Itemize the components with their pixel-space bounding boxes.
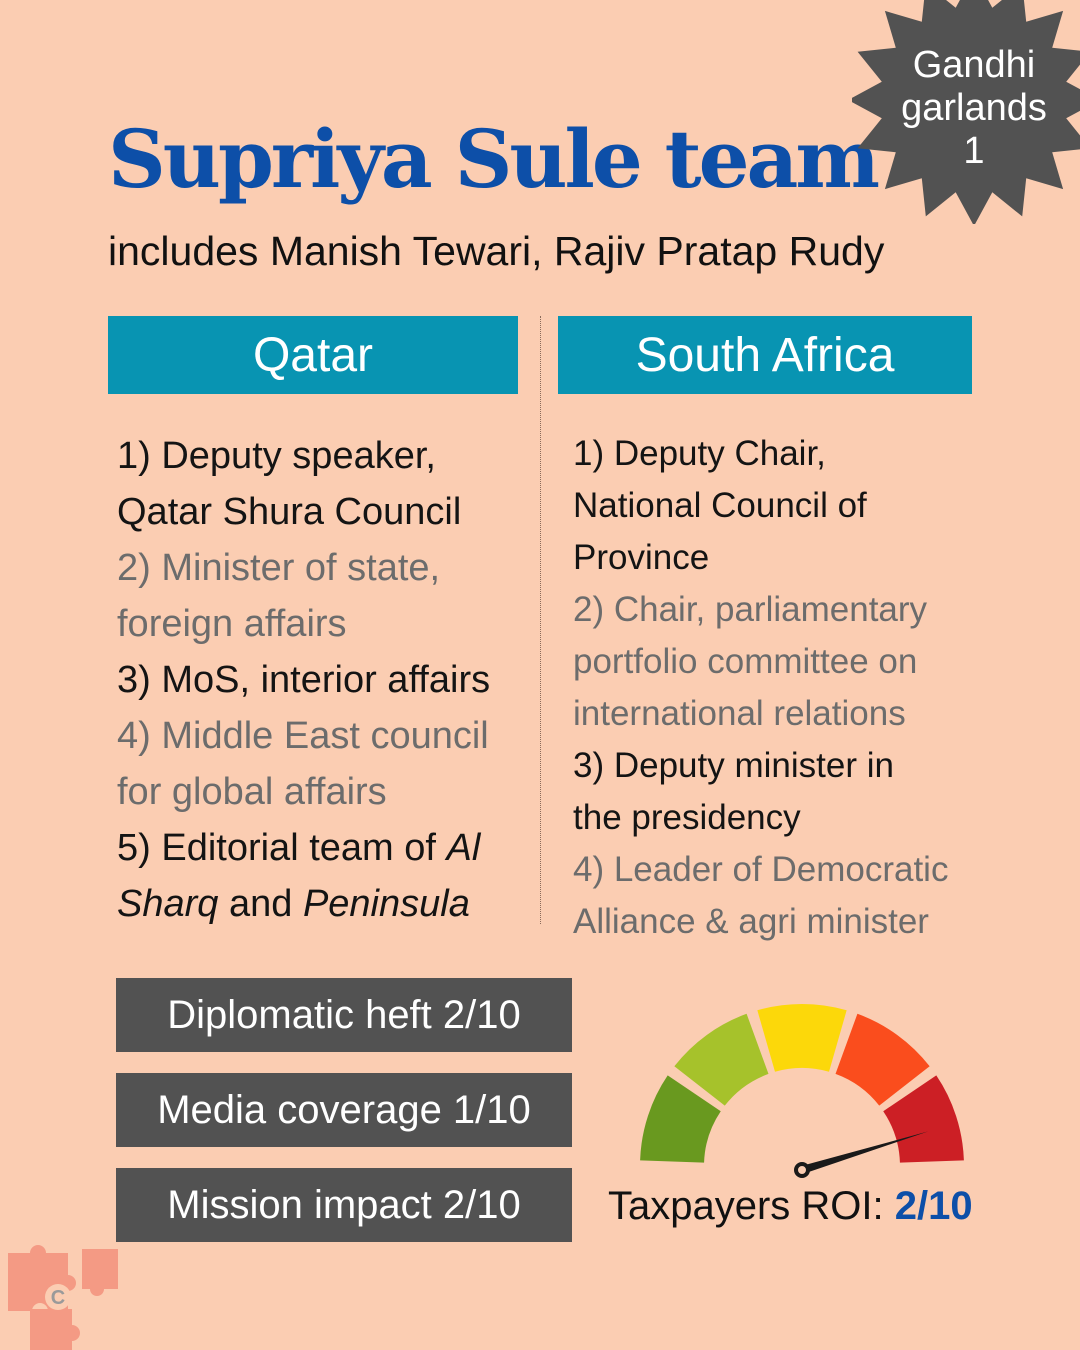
puzzle-pieces-icon: [0, 1245, 125, 1350]
list-item-line: 1) Deputy speaker,: [117, 435, 436, 477]
list-item-line: 2) Minister of state,: [117, 547, 441, 589]
page-subtitle: includes Manish Tewari, Rajiv Pratap Rudy: [108, 228, 885, 274]
list-item: [117, 540, 490, 652]
qatar-column-header: Qatar: [108, 316, 518, 394]
list-item-line: Sharq and Peninsula: [117, 883, 470, 925]
page-title: Supriya Sule team: [108, 112, 877, 206]
list-item: [573, 428, 948, 584]
south-africa-column-header: South Africa: [558, 316, 972, 394]
list-item: [573, 844, 948, 948]
column-divider: [540, 316, 541, 924]
roi-gauge: [630, 1000, 980, 1200]
list-item-line: Qatar Shura Council: [117, 491, 462, 533]
gauge-hub: [796, 1164, 808, 1176]
list-item: [573, 740, 948, 844]
list-item: [573, 584, 948, 740]
logo-letter: C: [50, 1287, 66, 1309]
list-item-line: 3) MoS, interior affairs: [117, 659, 491, 701]
list-item-line: 3) Deputy minister in: [573, 746, 894, 785]
roi-label: Taxpayers ROI:: [608, 1184, 895, 1228]
gandhi-garlands-badge: [852, 44, 1080, 173]
badge-line: garlands: [901, 87, 1047, 129]
list-item: [117, 820, 490, 932]
list-item-line: portfolio committee on: [573, 642, 918, 681]
mission-impact-score: Mission impact 2/10: [116, 1168, 572, 1242]
list-item-line: the presidency: [573, 798, 801, 837]
qatar-contacts-list: [117, 428, 490, 932]
list-item-line: 4) Leader of Democratic: [573, 850, 949, 889]
badge-line: Gandhi: [912, 44, 1036, 86]
south-africa-contacts-list: [573, 428, 948, 948]
media-coverage-score: Media coverage 1/10: [116, 1073, 572, 1147]
list-item-line: 1) Deputy Chair,: [573, 434, 826, 473]
list-item-line: for global affairs: [117, 771, 387, 813]
list-item-line: Province: [573, 538, 710, 577]
list-item: [117, 652, 490, 708]
list-item-line: 5) Editorial team of Al: [117, 827, 481, 869]
list-item-line: 4) Middle East council: [117, 715, 489, 757]
badge-line: 1: [963, 130, 985, 172]
gauge-segment: [757, 1004, 846, 1072]
list-item-line: foreign affairs: [117, 603, 347, 645]
list-item-line: 2) Chair, parliamentary: [573, 590, 928, 629]
list-item-line: National Council of: [573, 486, 867, 525]
taxpayers-roi: [608, 1184, 973, 1229]
roi-value: 2/10: [894, 1184, 973, 1228]
diplomatic-heft-score: Diplomatic heft 2/10: [116, 978, 572, 1052]
list-item: [117, 428, 490, 540]
list-item: [117, 708, 490, 820]
list-item-line: international relations: [573, 694, 906, 733]
list-item-line: Alliance & agri minister: [573, 902, 929, 941]
